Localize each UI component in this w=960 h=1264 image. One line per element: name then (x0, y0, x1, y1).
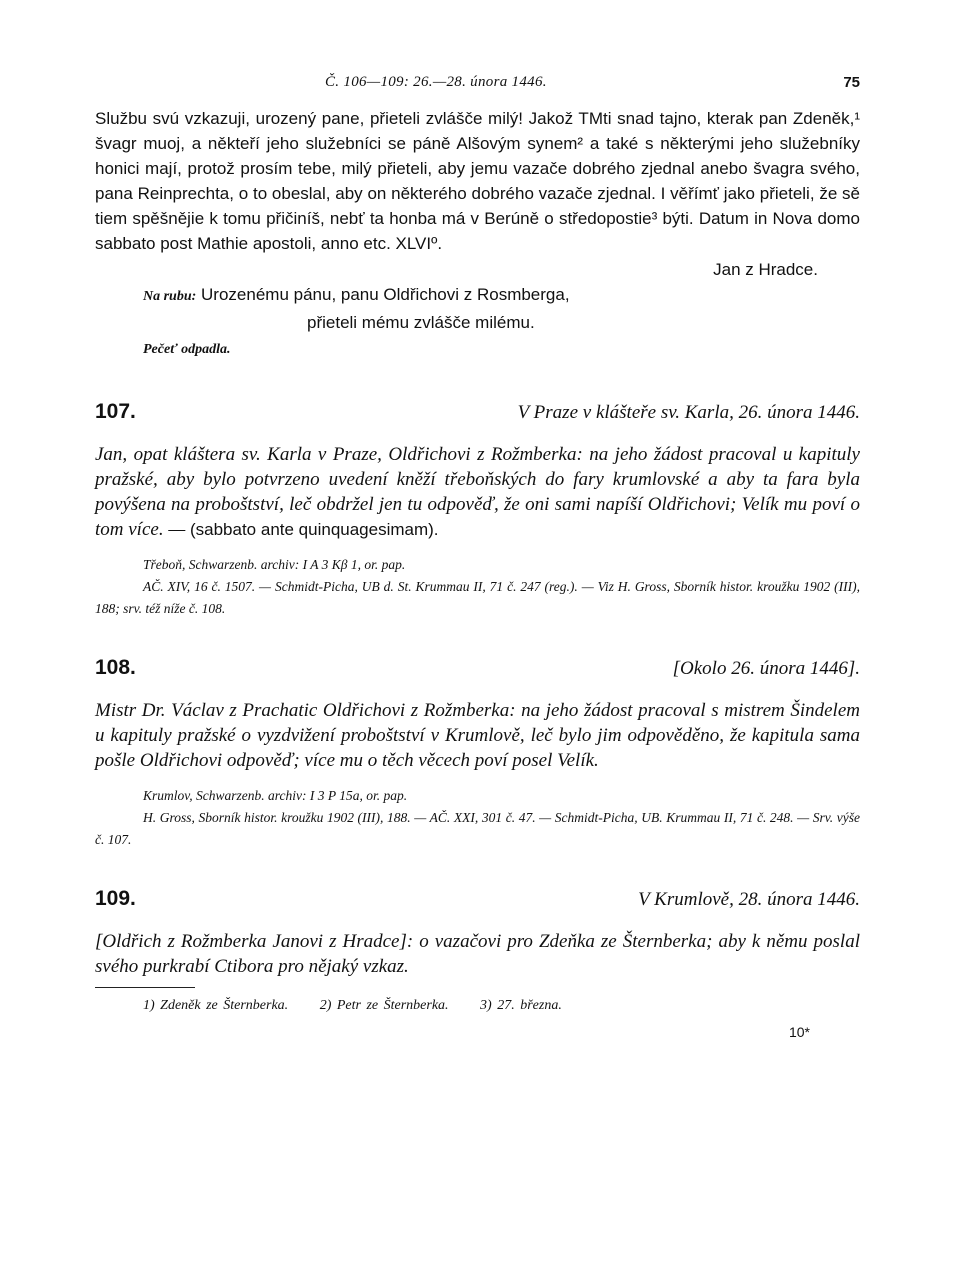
entry-109-place-date: V Krumlově, 28. února 1446. (638, 889, 860, 910)
entry-107-place-date: V Praze v klášteře sv. Karla, 26. února 1446. (517, 402, 860, 423)
entry-109-number: 109. (95, 887, 136, 910)
letter-106-signature: Jan z Hradce. (713, 260, 818, 279)
entry-108-source-2: H. Gross, Sborník histor. kroužku 1902 (III), 188. — AČ. XXI, 301 č. 47. — Schmidt-Picha, UB. Krummau II, 71 č. 248. — Srv. výše č. 107. (95, 810, 860, 847)
page-number: 75 (843, 74, 860, 91)
entry-107-sources (95, 554, 860, 620)
signature-mark: 10* (788, 1024, 810, 1040)
entry-108-heading (95, 656, 860, 686)
address-label: Na rubu: (143, 289, 197, 304)
entry-107-regest-text: Jan, opat kláštera sv. Karla v Praze, Oldřichovi z Rožmberka: na jeho žádost pracoval u kapituly pražské, aby bylo potvrzeno uvedení kněží třeboňských do fary krumlovské a aby ta fara byla povýšena na proboštství, leč obdržel jen tu odpověď, že oni sami napíší Oldřichovi; Velík mu poví o tom více. — (95, 444, 860, 540)
entry-108-place-date: [Okolo 26. února 1446]. (672, 658, 860, 679)
entry-107-source-1: Třeboň, Schwarzenb. archiv: I A 3 Kβ 1, or. pap. (143, 557, 406, 572)
footnote-3: 3) 27. března. (480, 998, 562, 1013)
address-line-2: přieteli mému zvlášče milému. (307, 313, 535, 332)
entry-108-number: 108. (95, 656, 136, 679)
seal-note: Pečeť odpadla. (143, 342, 231, 357)
footnotes (143, 998, 860, 1014)
entry-109-heading (95, 887, 860, 917)
entry-107-number: 107. (95, 400, 136, 423)
entry-107-heading (95, 400, 860, 430)
address-line-1: Urozenému pánu, panu Oldřichovi z Rosmberga, (201, 285, 570, 304)
footnote-rule (95, 987, 195, 988)
entry-107-regest (95, 442, 860, 542)
entry-107-regest-tail: (sabbato ante quinquagesimam). (189, 520, 439, 539)
letter-106-text: Službu svú vzkazuji, urozený pane, přieteli zvlášče milý! Jakož TMti snad tajno, kterak pan Zdeněk,¹ švagr muoj, a někteří jeho služebníci se páně Alšovým synem² a také s některými jeho služebníky honici mají, protož prosím tebe, milý přieteli, aby jemu vazače dobrého zjednal anebo švagra svého, pana Reinprechta, o to obeslal, aby on některého dobrého vazače zjednal. I věřímť jako přieteli, že sě tiem spěšnějie k tomu přičiníš, nebť ta honba má v Berúně o středopostie³ býti. Datum in Nova domo sabbato post Mathie apostoli, anno etc. XLVIº. (95, 109, 860, 253)
entry-108-sources (95, 785, 860, 851)
document-page (95, 68, 860, 1040)
page-header (95, 68, 860, 98)
entry-108-regest: Mistr Dr. Václav z Prachatic Oldřichovi z Rožmberka: na jeho žádost pracoval s mistrem Šindelem u kapituly pražské o vyzdvižení proboštství v Krumlově, leč bylo jim odpověděno, že kapitula sama pošle Oldřichovi odpověď; více mu o těch věcech poví posel Velík. (95, 700, 860, 771)
footnote-1: 1) Zdeněk ze Šternberka. (143, 998, 289, 1013)
entry-108-source-1: Krumlov, Schwarzenb. archiv: I 3 P 15a, or. pap. (143, 788, 408, 803)
running-title: Č. 106—109: 26.—28. února 1446. (325, 74, 547, 90)
footnote-2: 2) Petr ze Šternberka. (319, 998, 449, 1013)
entry-107-source-2: AČ. XIV, 16 č. 1507. — Schmidt-Picha, UB d. St. Krummau II, 71 č. 247 (reg.). — Viz H. Gross, Sborník histor. kroužku 1902 (III), 188; srv. též níže č. 108. (95, 579, 860, 616)
address-block (95, 282, 860, 336)
entry-109-regest: [Oldřich z Rožmberka Janovi z Hradce]: o vazačovi pro Zdeňka ze Šternberka; aby k němu poslal svého purkrabí Ctibora pro nějaký vzkaz. (95, 931, 860, 977)
